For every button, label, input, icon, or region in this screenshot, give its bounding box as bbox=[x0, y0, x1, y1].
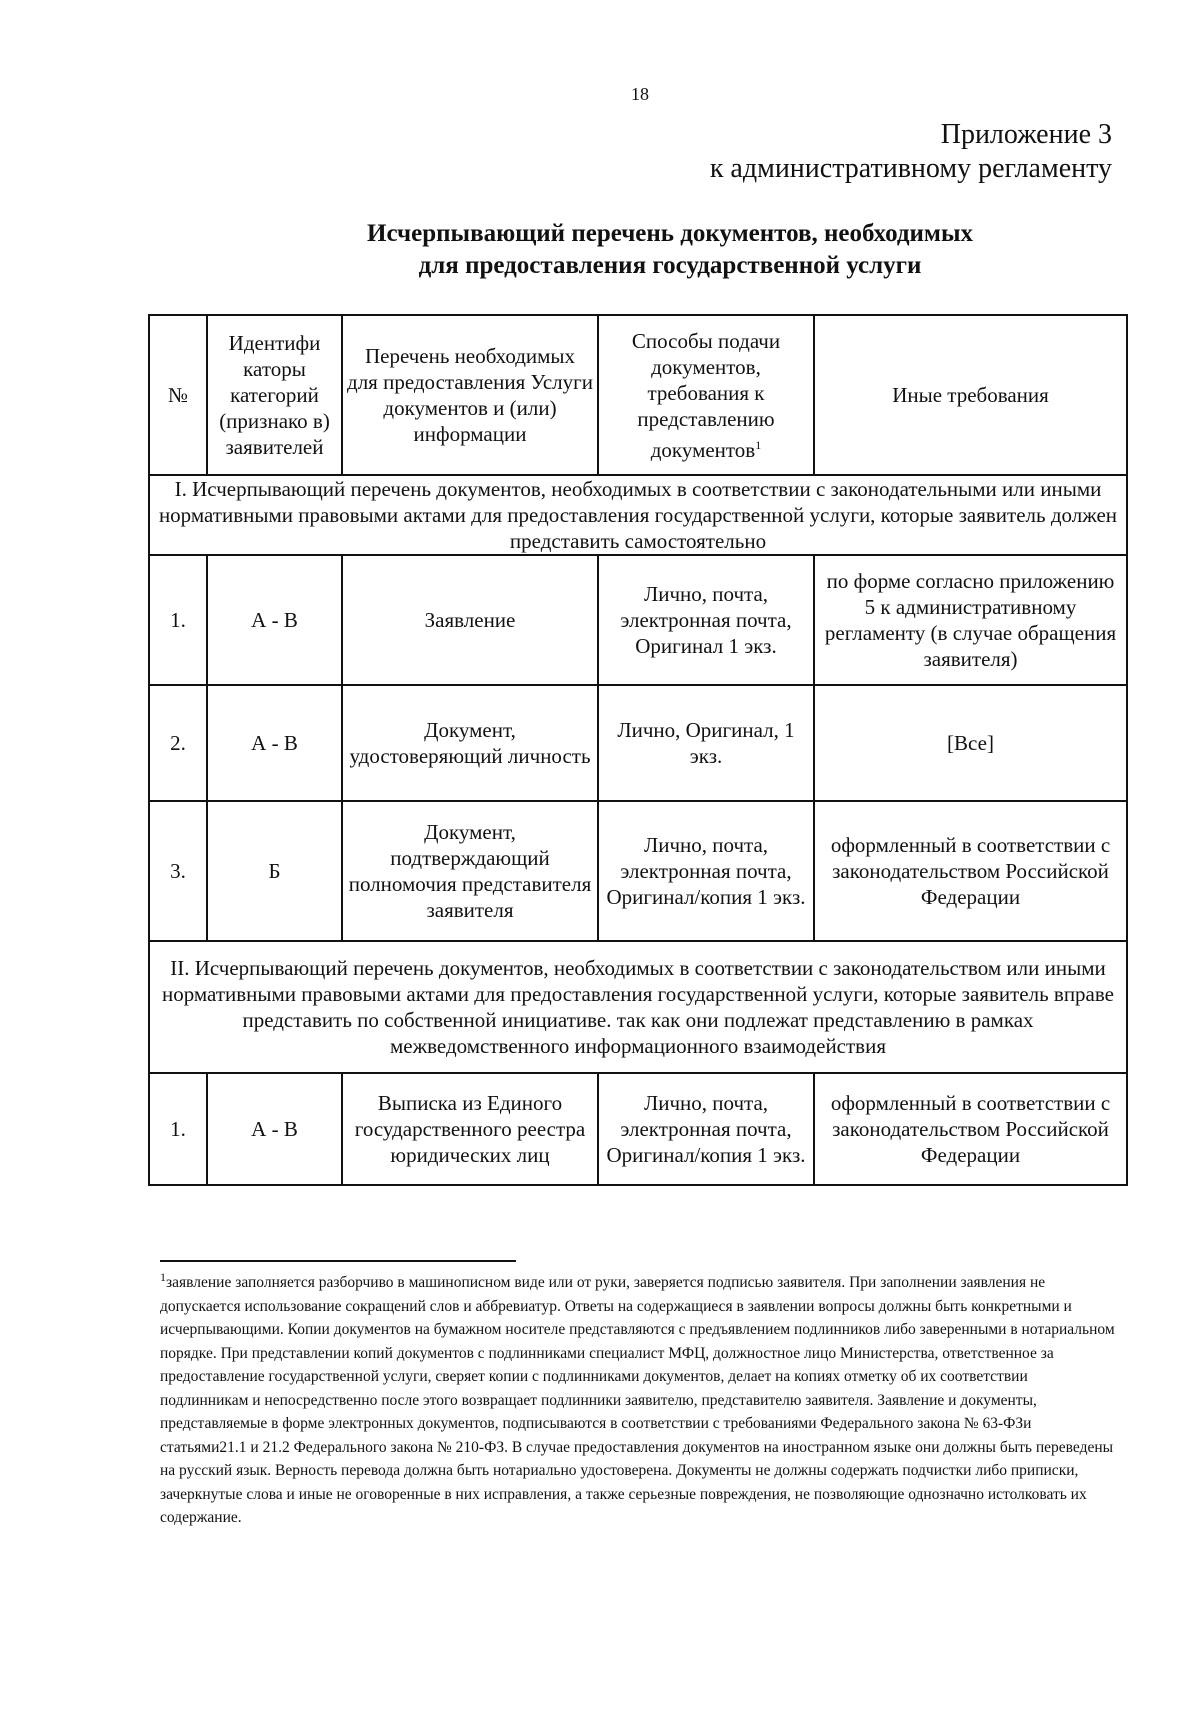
row-num: 1. bbox=[149, 555, 207, 685]
table-row bbox=[149, 1073, 1127, 1185]
table-row bbox=[149, 555, 1127, 685]
appendix-line-2: к административному регламенту bbox=[709, 153, 1112, 184]
table-row bbox=[149, 685, 1127, 801]
row-category: А - В bbox=[207, 555, 342, 685]
table-header-row bbox=[149, 315, 1127, 475]
row-method: Лично, почта, электронная почта, Оригинал 1 экз. bbox=[598, 555, 814, 685]
page-number: 18 bbox=[631, 84, 649, 104]
table-row bbox=[149, 801, 1127, 941]
appendix-line-1: Приложение 3 bbox=[940, 119, 1112, 150]
row-document: Выписка из Единого государственного реестра юридических лиц bbox=[342, 1073, 598, 1185]
footnote-text: заявление заполняется разборчиво в машинописном виде или от руки, заверяется подписью заявителя. При заполнении заявления не допускается использование сокращений слов и аббревиатур. Ответы на содержащиеся в заявлении вопросы должны быть конкретными и исчерпывающими. Копии документов на бумажном носителе представляются с предъявлением подлинников либо заверенными в нотариальном порядке. При представлении копий документов с подлинниками специалист МФЦ, должностное лицо Министерства, ответственное за предоставление государственной услуги, сверяет копии с подлинниками документов, делает на копиях отметку об их соответствии подлинникам и непосредственно после этого возвращает подлинники заявителю, представителю заявителя. Заявление и документы, представляемые в форме электронных документов, подписываются в соответствии с требованиями Федерального закона № 63-ФЗи статьями21.1 и 21.2 Федерального закона № 210-ФЗ. В случае предоставления документов на иностранном языке они должны быть переведены на русский язык. Верность перевода должна быть нотариально удостоверена. Документы не должны содержать подчистки либо приписки, зачеркнутые слова и иные не оговоренные в них исправления, а также серьезные повреждения, не позволяющие однозначно истолковать их содержание. bbox=[160, 1274, 1115, 1527]
section-2-title: II. Исчерпывающий перечень документов, необходимых в соответствии с законодательством или иными нормативными правовыми актами для предоставления государственной услуги, которые заявитель вправе представить по собственной инициативе. так как они подлежат представлению в рамках межведомственного информационного взаимодействия bbox=[149, 941, 1127, 1073]
header-method-text: Способы подачи документов, требования к представлению документов bbox=[631, 328, 781, 462]
row-other: [Все] bbox=[814, 685, 1127, 801]
row-num: 3. bbox=[149, 801, 207, 941]
header-footnote-mark: 1 bbox=[755, 437, 762, 452]
header-document: Перечень необходимых для предоставления Услуги документов и (или) информации bbox=[342, 315, 598, 475]
row-document: Документ, подтверждающий полномочия представителя заявителя bbox=[342, 801, 598, 941]
title-line-1: Исчерпывающий перечень документов, необходимых bbox=[367, 220, 973, 247]
section-row bbox=[149, 475, 1127, 555]
footnote-divider bbox=[160, 1260, 516, 1262]
row-category: Б bbox=[207, 801, 342, 941]
row-document: Документ, удостоверяющий личность bbox=[342, 685, 598, 801]
row-other: оформленный в соответствии с законодательством Российской Федерации bbox=[814, 801, 1127, 941]
row-num: 1. bbox=[149, 1073, 207, 1185]
documents-table bbox=[148, 314, 1128, 1186]
header-other: Иные требования bbox=[814, 315, 1127, 475]
title-line-2: для предоставления государственной услуги bbox=[418, 252, 922, 279]
header-category: Идентифи каторы категорий (признако в) заявителей bbox=[207, 315, 342, 475]
row-category: А - В bbox=[207, 685, 342, 801]
row-category: А - В bbox=[207, 1073, 342, 1185]
row-method: Лично, почта, электронная почта, Оригинал/копия 1 экз. bbox=[598, 1073, 814, 1185]
appendix-heading bbox=[710, 118, 1112, 186]
section-row bbox=[149, 941, 1127, 1073]
row-method: Лично, Оригинал, 1 экз. bbox=[598, 685, 814, 801]
footnote bbox=[160, 1266, 1118, 1530]
header-num: № bbox=[149, 315, 207, 475]
document-title bbox=[170, 218, 1170, 282]
row-other: по форме согласно приложению 5 к административному регламенту (в случае обращения заявителя) bbox=[814, 555, 1127, 685]
row-document: Заявление bbox=[342, 555, 598, 685]
header-method bbox=[598, 315, 814, 475]
footnote-mark: 1 bbox=[160, 1270, 166, 1284]
row-other: оформленный в соответствии с законодательством Российской Федерации bbox=[814, 1073, 1127, 1185]
section-1-title: I. Исчерпывающий перечень документов, необходимых в соответствии с законодательными или иными нормативными правовыми актами для предоставления государственной услуги, которые заявитель должен представить самостоятельно bbox=[149, 475, 1127, 555]
row-method: Лично, почта, электронная почта, Оригинал/копия 1 экз. bbox=[598, 801, 814, 941]
row-num: 2. bbox=[149, 685, 207, 801]
